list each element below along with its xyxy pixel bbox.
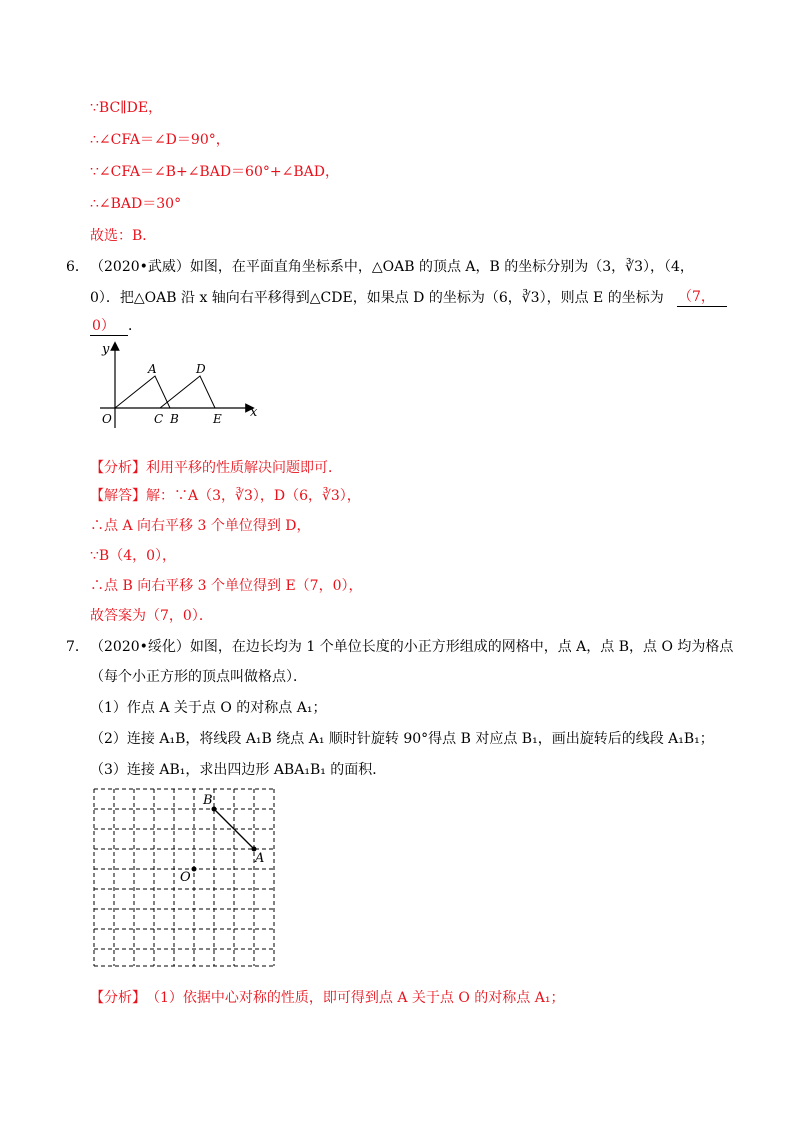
grid-label-a: A (255, 851, 265, 866)
triangle-oab (115, 376, 170, 408)
solution-line-2: ∴∠CFA＝∠D＝90°， (90, 132, 230, 148)
solution-line-3: ∵∠CFA＝∠B+∠BAD＝60°+∠BAD， (90, 164, 339, 180)
analysis-tag-6: 【分析】 (90, 460, 146, 476)
question-7-part-1: （1）作点 A 关于点 O 的对称点 A₁； (90, 700, 327, 716)
answer-tail: ． (128, 318, 142, 334)
translation-figure (90, 336, 270, 431)
solution-6-line-5: 故答案为（7，0）． (90, 608, 213, 624)
question-7-part-2: （2）连接 A₁B，将线段 A₁B 绕点 A₁ 顺时针旋转 90°得点 B 对应点 B₁，画出旋转后的线段 A₁B₁； (90, 731, 714, 747)
point-a-label: A (148, 362, 157, 376)
grid-label-o: O (180, 870, 191, 885)
analysis-text-6: 利用平移的性质解决问题即可． (146, 460, 342, 476)
solution-6-line-3: ∵B（4，0）， (90, 548, 177, 564)
question-7-number: 7． (66, 639, 89, 655)
solution-line-4: ∴∠BAD＝30° (90, 196, 182, 212)
analysis-text-7: （1）依据中心对称的性质，即可得到点 A 关于点 O 的对称点 A₁； (146, 990, 565, 1006)
x-axis-label: x (250, 405, 258, 420)
point-b-label: B (170, 412, 179, 426)
solution-line-5: 故选：B． (90, 228, 157, 244)
solution-6-line-4: ∴点 B 向右平移 3 个单位得到 E（7，0）， (90, 578, 363, 594)
y-axis-label: y (102, 342, 110, 357)
question-6-text-1: （2020•武威）如图，在平面直角坐标系中，△OAB 的顶点 A，B 的坐标分别为（3，∛3），（4， (90, 259, 694, 275)
point-d-label: D (196, 362, 206, 376)
point-o-label: O (102, 412, 112, 426)
point-o (192, 867, 197, 872)
solution-tag-6: 【解答】 (90, 488, 146, 504)
solution-6-line-1: 解：∵A（3，∛3），D（6，∛3）， (146, 488, 361, 504)
question-6-text-2: 0）．把△OAB 沿 x 轴向右平移得到△CDE，如果点 D 的坐标为（6，∛3），则点 E 的坐标为 (90, 290, 664, 306)
question-7-text-2: （每个小正方形的顶点叫做格点）． (90, 669, 307, 685)
solution-line-1: ∵BC∥DE， (90, 100, 163, 116)
answer-part-1: （7， (678, 289, 715, 305)
point-e-label: E (213, 412, 222, 426)
grid-label-b: B (203, 793, 213, 808)
analysis-tag-7: 【分析】 (90, 990, 146, 1006)
grid-figure (92, 787, 278, 969)
solution-6-line-2: ∴点 A 向右平移 3 个单位得到 D， (90, 518, 311, 534)
question-7-text-1: （2020•绥化）如图，在边长均为 1 个单位长度的小正方形组成的网格中，点 A，点 B，点 O 均为格点 (90, 639, 734, 655)
point-c-label: C (154, 412, 164, 426)
question-7-part-3: （3）连接 AB₁，求出四边形 ABA₁B₁ 的面积． (90, 762, 387, 778)
answer-part-2: 0） (92, 318, 115, 334)
question-6-number: 6． (66, 259, 89, 275)
